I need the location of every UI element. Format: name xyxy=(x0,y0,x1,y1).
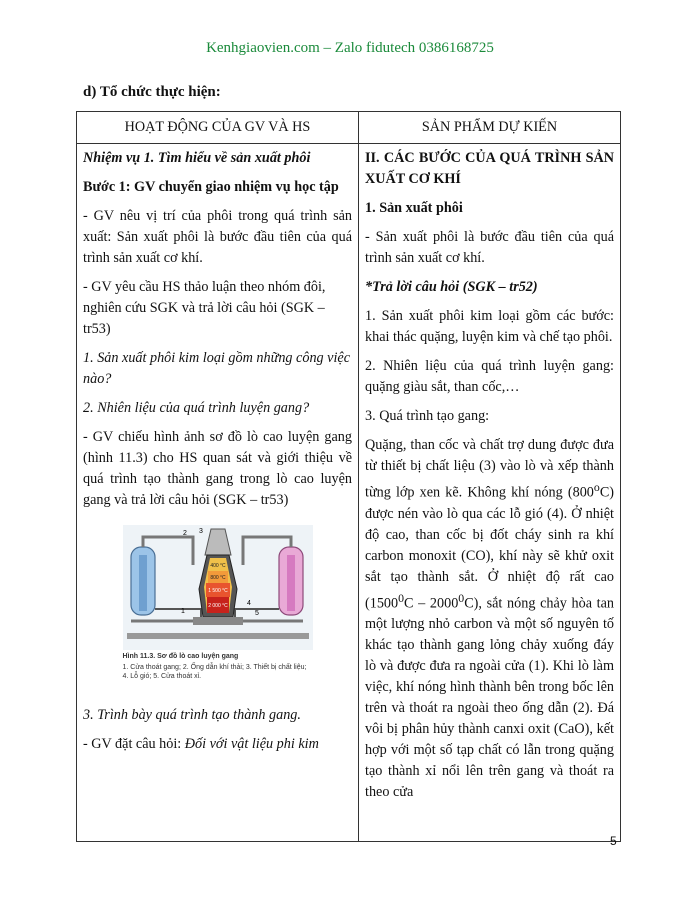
text-run: C) được nén vào lò qua các lỗ gió (4). Ở nhiệt độ cao, than cốc bị đốt cháy sinh ra khí carbon monoxit (CO), khí này sẽ khử oxit sắt tạo thành sắt. Ở nhiệt độ rất cao (1500 xyxy=(365,484,614,612)
col2-header: SẢN PHẨM DỰ KIẾN xyxy=(359,112,621,144)
question: 1. Sản xuất phôi kim loại gồm những công việc nào? xyxy=(83,350,351,387)
paragraph: - GV nêu vị trí của phôi trong quá trình sản xuất: Sản xuất phôi là bước đầu tiên của quá trình sản xuất cơ khí. xyxy=(83,208,352,266)
temp-label: 2 000 °C xyxy=(207,603,228,609)
page-header: Kenhgiaovien.com – Zalo fidutech 0386168725 xyxy=(206,40,494,56)
figure-title: Hình 11.3. Sơ đồ lò cao luyện gang xyxy=(122,653,239,660)
text-run: C – 2000 xyxy=(404,595,459,612)
temp-label: 1 500 °C xyxy=(207,588,228,594)
blast-furnace-diagram xyxy=(123,525,313,650)
temp-label: 800 °C xyxy=(209,575,226,581)
answer-title: *Trả lời câu hỏi (SGK – tr52) xyxy=(365,279,538,295)
question: 2. Nhiên liệu của quá trình luyện gang? xyxy=(83,400,310,416)
product-heading: II. CÁC BƯỚC CỦA QUÁ TRÌNH SẢN XUẤT CƠ KHÍ xyxy=(365,150,614,187)
col1-header: HOẠT ĐỘNG CỦA GV VÀ HS xyxy=(77,112,359,144)
process-description xyxy=(365,435,614,803)
paragraph xyxy=(83,734,352,755)
paragraph: - GV chiếu hình ảnh sơ đồ lò cao luyện gang (hình 11.3) cho HS quan sát và giới thiệu về quá trình tạo thành gang trong lò cao luyện gang và trả lời câu hỏi (SGK – tr53) xyxy=(83,429,352,508)
text-run: Quặng, than cốc và chất trợ dung được đưa từ thiết bị chất liệu (3) vào lò và xếp thành từng lớp xen kẽ. Không khí nóng (800 xyxy=(365,437,614,501)
blast-furnace-figure xyxy=(123,525,313,681)
table-row xyxy=(77,144,621,842)
paragraph-italic: Đối với vật liệu phi kim xyxy=(184,736,319,752)
expected-product-cell xyxy=(359,144,621,842)
answer: 3. Quá trình tạo gang: xyxy=(365,408,490,424)
figure-legend: 1. Cửa thoát gang; 2. Ống dẫn khí thải; 3. Thiết bị chất liệu; 4. Lỗ gió; 5. Cửa thoát xỉ. xyxy=(122,664,307,680)
answer: 1. Sản xuất phôi kim loại gồm các bước: khai thác quặng, luyện kim và chế tạo phôi. xyxy=(365,308,614,345)
figure-label: 3 xyxy=(198,528,203,535)
paragraph-prefix: - GV đặt câu hỏi: xyxy=(83,736,185,752)
figure-label: 2 xyxy=(182,530,187,537)
paragraph: - Sản xuất phôi là bước đầu tiên của quá trình sản xuất cơ khí. xyxy=(365,229,614,266)
table-header-row xyxy=(77,112,621,144)
text-run: C), sắt nóng chảy hòa tan một lượng nhỏ carbon và một số nguyên tố khác tạo thành gang lỏng chảy xuống đáy lò và được đưa ra ngoài cửa (1). Khi lò làm việc, khí nóng hình thành bên trong bốc lên trên và thoát ra ngoài theo ống dẫn (2). Đá vôi bị phân hủy thành canxi oxit (CaO), kết hợp với một số tạp chất có lẫn trong quặng tạo thành xỉ nổi lên trên gang và thoát ra theo cửa xyxy=(365,595,614,801)
figure-label: 5 xyxy=(254,610,259,617)
superscript: o xyxy=(593,480,600,494)
page-number: 5 xyxy=(610,834,617,848)
figure-label: 1 xyxy=(180,608,185,615)
answer: 2. Nhiên liệu của quá trình luyện gang: quặng giàu sắt, than cốc,… xyxy=(365,358,614,395)
question: 3. Trình bày quá trình tạo thành gang. xyxy=(83,707,301,723)
task-title: Nhiệm vụ 1. Tìm hiểu về sản xuất phôi xyxy=(83,150,311,166)
figure-label: 4 xyxy=(246,600,251,607)
step-title: Bước 1: GV chuyển giao nhiệm vụ học tập xyxy=(83,179,339,195)
activity-table xyxy=(76,111,621,842)
teacher-activity-cell xyxy=(77,144,359,842)
temp-label: 400 °C xyxy=(209,563,226,569)
superscript: 0 xyxy=(398,590,405,605)
paragraph: - GV yêu cầu HS thảo luận theo nhóm đôi, nghiên cứu SGK và trả lời câu hỏi (SGK – tr53) xyxy=(83,279,326,337)
product-subheading: 1. Sản xuất phôi xyxy=(365,200,463,216)
superscript: 0 xyxy=(458,590,465,605)
section-title: d) Tổ chức thực hiện: xyxy=(83,84,221,100)
